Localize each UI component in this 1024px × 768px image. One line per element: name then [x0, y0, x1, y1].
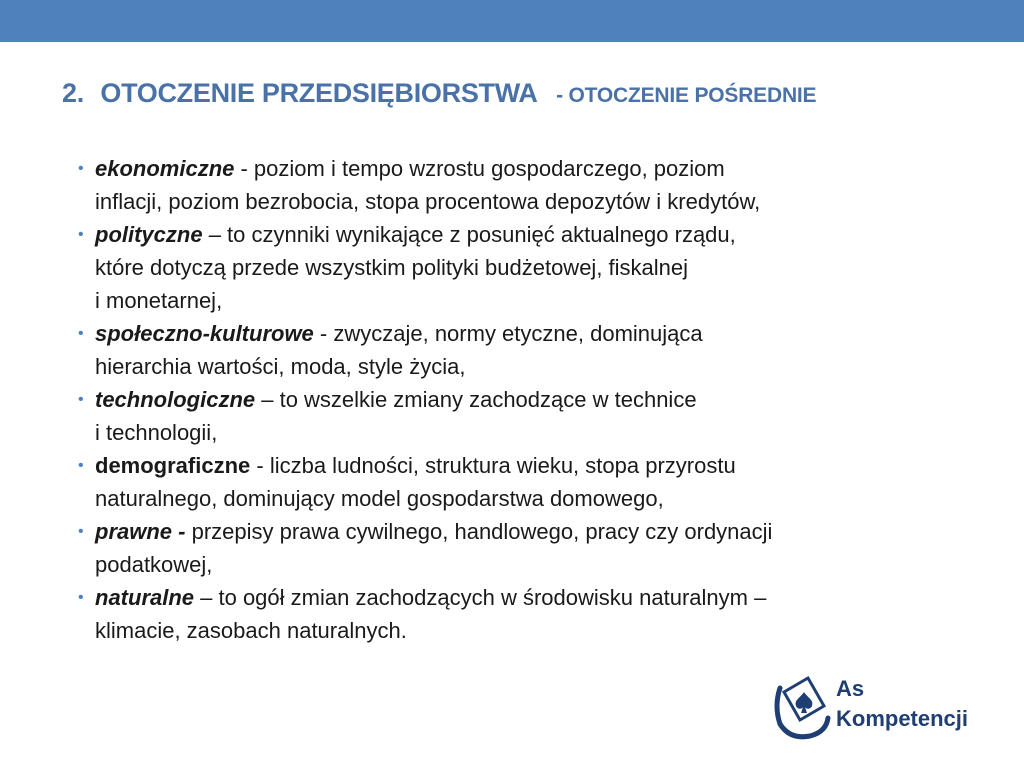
item-text: - zwyczaje, normy etyczne, dominująca: [313, 321, 703, 346]
list-item: [78, 515, 1008, 581]
bullet-icon: •: [78, 226, 84, 243]
item-term: ekonomiczne: [95, 156, 235, 181]
item-term: społeczno-kulturowe: [95, 321, 314, 346]
item-term: naturalne: [95, 585, 195, 610]
list-item: [78, 581, 1008, 647]
bullet-list: [78, 152, 1008, 647]
bullet-icon: •: [78, 160, 84, 177]
item-text: inflacji, poziom bezrobocia, stopa procentowa depozytów i kredytów,: [95, 189, 761, 214]
list-item: [78, 218, 1008, 317]
bullet-icon: •: [78, 325, 84, 342]
list-item: [78, 449, 1008, 515]
item-text: klimacie, zasobach naturalnych.: [95, 618, 407, 643]
bullet-icon: •: [78, 523, 84, 540]
item-text: naturalnego, dominujący model gospodarstwa domowego,: [95, 486, 664, 511]
item-term: technologiczne: [95, 387, 256, 412]
item-text: i monetarnej,: [95, 288, 223, 313]
top-banner: [0, 0, 1024, 42]
list-item: [78, 152, 1008, 218]
item-text: które dotyczą przede wszystkim polityki budżetowej, fiskalnej: [95, 255, 689, 280]
list-item: [78, 383, 1008, 449]
item-term: prawne -: [95, 519, 186, 544]
item-text: podatkowej,: [95, 552, 213, 577]
slide-title: [62, 78, 1012, 109]
item-text: i technologii,: [95, 420, 218, 445]
logo-text-line2: Kompetencji: [836, 706, 969, 731]
item-text: przepisy prawa cywilnego, handlowego, pracy czy ordynacji: [185, 519, 773, 544]
title-main: OTOCZENIE PRZEDSIĘBIORSTWA: [100, 78, 538, 108]
item-text: – to ogół zmian zachodzących w środowisku naturalnym –: [194, 585, 767, 610]
bullet-icon: •: [78, 457, 84, 474]
spade-card-icon: [770, 670, 832, 742]
title-subtitle: - OTOCZENIE POŚREDNIE: [556, 84, 817, 107]
item-text: - liczba ludności, struktura wieku, stopa przyrostu: [250, 453, 736, 478]
item-text: hierarchia wartości, moda, style życia,: [95, 354, 466, 379]
item-term: polityczne: [95, 222, 203, 247]
item-term: demograficzne: [95, 453, 251, 478]
item-text: – to wszelkie zmiany zachodzące w technice: [255, 387, 697, 412]
item-text: – to czynniki wynikające z posunięć aktualnego rządu,: [202, 222, 736, 247]
title-number: 2.: [62, 78, 84, 108]
logo: [770, 670, 1000, 746]
list-item: [78, 317, 1008, 383]
bullet-icon: •: [78, 391, 84, 408]
bullet-icon: •: [78, 589, 84, 606]
item-text: - poziom i tempo wzrostu gospodarczego, poziom: [234, 156, 725, 181]
logo-text-line1: As: [836, 676, 865, 701]
